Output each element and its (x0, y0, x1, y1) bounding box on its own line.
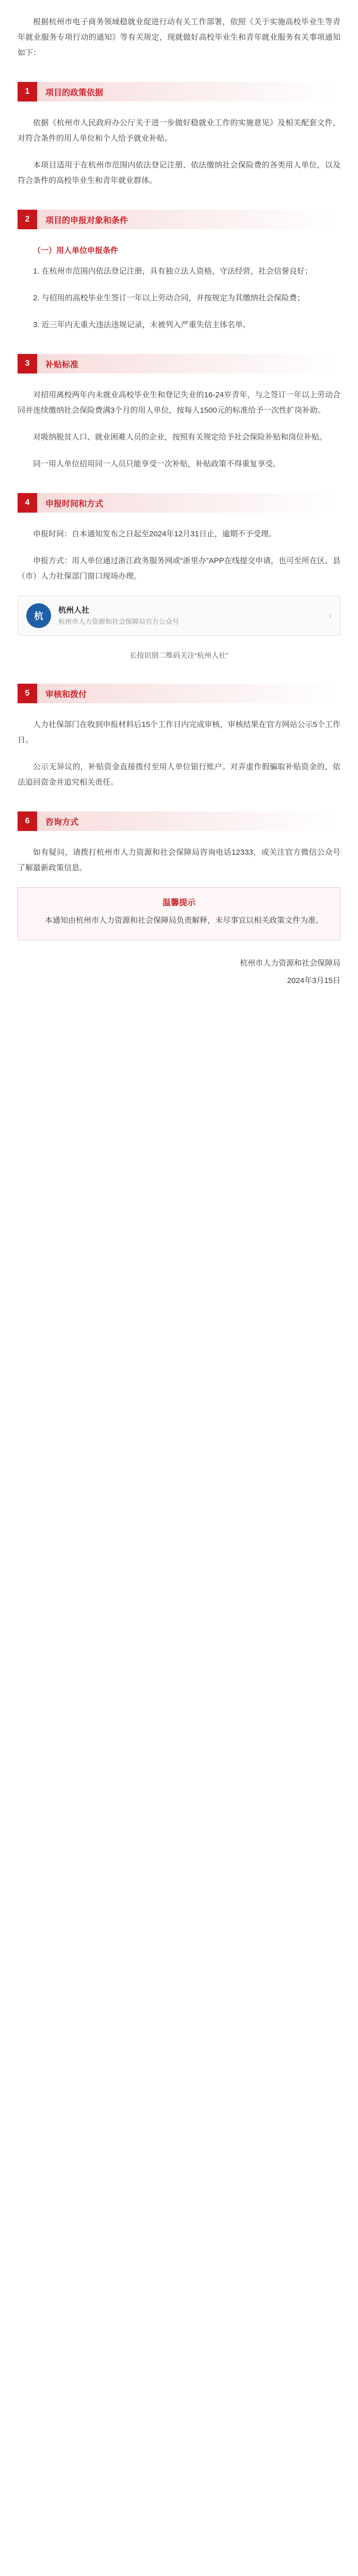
section-title: 申报时间和方式 (37, 493, 340, 513)
section-title: 项目的申报对象和条件 (37, 210, 340, 229)
section-1-header (18, 81, 340, 102)
account-avatar: 杭 (26, 603, 51, 628)
chevron-right-icon: › (329, 610, 332, 621)
section-title: 补贴标准 (37, 354, 340, 374)
qr-caption: 长按识别二维码关注“杭州人社” (129, 651, 229, 659)
section-2-header (18, 209, 340, 230)
section-title: 审核和拨付 (37, 684, 340, 703)
section-1-paragraph: 依据《杭州市人民政府办公厅关于进一步做好稳就业工作的实施意见》及相关配套文件，对符合条件的用人单位和个人给予就业补贴。 (18, 118, 340, 143)
section-number: 4 (18, 493, 37, 513)
section-1-paragraph: 本项目适用于在杭州市范围内依法登记注册、依法缴纳社会保险费的各类用人单位，以及符合条件的高校毕业生和青年就业群体。 (18, 161, 340, 185)
section-3-paragraph: 对吸纳脱贫人口、就业困难人员的企业，按照有关规定给予社会保险补贴和岗位补贴。 (33, 433, 328, 442)
section-4-paragraph: 申报时间：自本通知发布之日起至2024年12月31日止，逾期不予受理。 (33, 530, 276, 538)
section-number: 5 (18, 684, 37, 703)
account-info (58, 604, 329, 627)
section-3-paragraph: 同一用人单位招用同一人员只能享受一次补贴，补贴政策不得重复享受。 (33, 460, 281, 468)
notice-box (18, 887, 340, 940)
section-6-header (18, 811, 340, 832)
notice-title: 温馨提示 (162, 899, 196, 907)
section-number: 1 (18, 82, 37, 101)
section-number: 2 (18, 210, 37, 229)
section-title: 项目的政策依据 (37, 82, 340, 101)
section-2-paragraph: 3. 近三年内无重大违法违规记录，未被列入严重失信主体名单。 (33, 320, 251, 329)
account-name: 杭州人社 (58, 606, 90, 615)
intro-paragraph: 根据杭州市电子商务领域稳就业促进行动有关工作部署，依照《关于实施高校毕业生等青年就业服务专项行动的通知》等有关规定，现就做好高校毕业生和青年就业服务有关事项通知如下： (18, 18, 340, 57)
section-5-paragraph: 公示无异议的，补贴资金直接拨付至用人单位银行账户。对弄虚作假骗取补贴资金的，依法追回资金并追究相关责任。 (18, 762, 340, 787)
section-4-header (18, 493, 340, 513)
section-3-paragraph: 对招用离校两年内未就业高校毕业生和登记失业的16-24岁青年，与之签订一年以上劳动合同并连续缴纳社会保险费满3个月的用人单位，按每人1500元的标准给予一次性扩岗补助。 (18, 391, 340, 415)
section-3-header (18, 353, 340, 374)
account-description: 杭州市人力资源和社会保障局官方公众号 (58, 618, 180, 625)
official-account-card[interactable] (18, 596, 340, 636)
section-5-header (18, 683, 340, 704)
section-5-paragraph: 人力社保部门在收到申报材料后15个工作日内完成审核，审核结果在官方网站公示5个工作日。 (18, 720, 340, 744)
section-title: 咨询方式 (37, 811, 340, 831)
section-2-paragraph: 1. 在杭州市范围内依法登记注册，具有独立法人资格，守法经营，社会信誉良好； (33, 267, 313, 276)
section-number: 6 (18, 811, 37, 831)
section-2-paragraph: 2. 与招用的高校毕业生签订一年以上劳动合同，并按规定为其缴纳社会保险费； (33, 294, 305, 302)
section-6-paragraph: 如有疑问，请拨打杭州市人力资源和社会保障局咨询电话12333，或关注官方微信公众号了解最新政策信息。 (18, 848, 340, 872)
section-number: 3 (18, 354, 37, 374)
section-4-paragraph: 申报方式：用人单位通过浙江政务服务网或“浙里办”APP在线提交申请，也可至所在区、县（市）人力社保部门窗口现场办理。 (18, 556, 340, 581)
signature-date: 2024年3月15日 (287, 976, 340, 985)
signature-org: 杭州市人力资源和社会保障局 (239, 959, 340, 968)
notice-text: 本通知由杭州市人力资源和社会保障局负责解释，未尽事宜以相关政策文件为准。 (45, 916, 324, 925)
section-2-subheading: （一）用人单位申报条件 (33, 246, 119, 255)
